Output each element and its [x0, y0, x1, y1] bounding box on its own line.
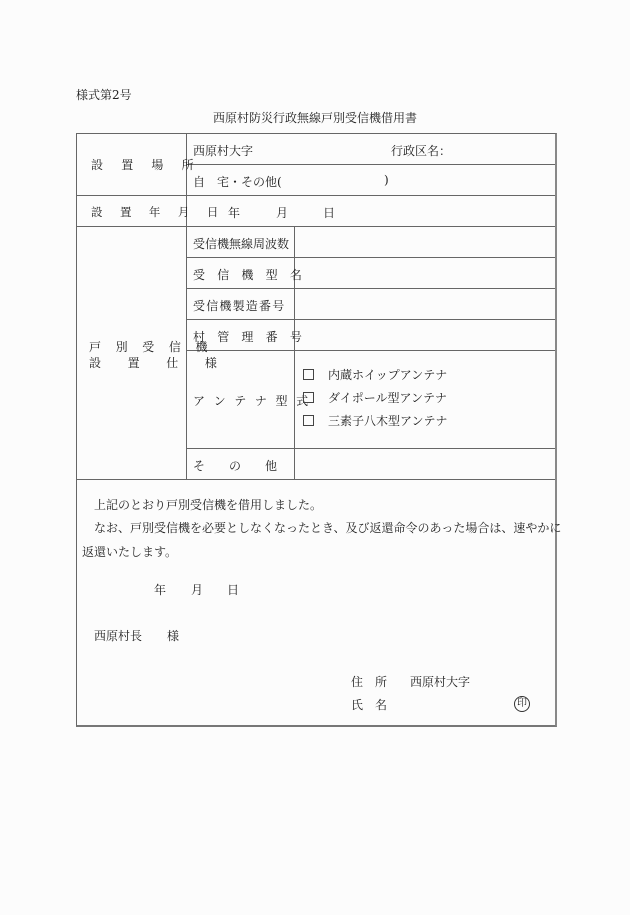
checkbox-icon[interactable] [303, 392, 314, 403]
statement-line3: 返還いたします。 [82, 545, 178, 559]
village-number-label: 村 管 理 番 号 [193, 330, 307, 344]
install-date-year: 年 [228, 206, 241, 220]
install-location-label: 設 置 場 所 [91, 158, 201, 172]
antenna-option-label: ダイポール型アンテナ [328, 391, 448, 405]
statement-line2: なお、戸別受信機を必要としなくなったとき、及び返還命令のあった場合は、速やかに [94, 521, 562, 535]
antenna-label: ア ン テ ナ 型 式 [193, 394, 311, 408]
model-label: 受 信 機 型 名 [193, 268, 307, 282]
checkbox-icon[interactable] [303, 415, 314, 426]
district-label: 行政区名： [391, 144, 452, 158]
address-prefix: 西原村大字 [193, 144, 254, 158]
divider [294, 226, 295, 479]
antenna-option[interactable] [303, 412, 448, 429]
addressee: 西原村長 [94, 629, 143, 643]
divider [187, 288, 555, 289]
divider [77, 195, 555, 196]
divider [186, 134, 187, 479]
antenna-option[interactable] [303, 366, 447, 383]
seal-icon [514, 695, 530, 712]
divider [187, 350, 555, 351]
statement-line1: 上記のとおり戸別受信機を借用しました。 [94, 498, 323, 512]
antenna-option[interactable] [303, 389, 447, 406]
spec-label-line1: 戸 別 受 信 機 [89, 340, 213, 354]
form-number: 様式第2号 [76, 88, 132, 102]
addressee-honorific: 様 [167, 629, 180, 643]
divider [77, 479, 555, 480]
address-value: 西原村大字 [410, 675, 471, 689]
antenna-option-label: 内蔵ホイップアンテナ [328, 368, 448, 382]
divider [187, 448, 555, 449]
divider [187, 164, 555, 165]
seal-mark: 印 [514, 696, 530, 712]
checkbox-icon[interactable] [303, 369, 314, 380]
install-date-day: 日 [323, 206, 336, 220]
install-date-month: 月 [276, 206, 289, 220]
install-date-label: 設 置 年 月 日 [91, 205, 226, 219]
statement-date-year: 年 [154, 583, 167, 597]
antenna-option-label: 三素子八木型アンテナ [328, 414, 448, 428]
divider [187, 319, 555, 320]
divider [187, 257, 555, 258]
statement-date-day: 日 [227, 583, 240, 597]
other-label: そ の 他 [193, 459, 278, 473]
loan-form-table [76, 133, 562, 727]
statement-date-month: 月 [191, 583, 204, 597]
residence-option: 自 宅・その他( [193, 175, 282, 189]
divider [77, 226, 555, 227]
serial-label: 受信機製造番号 [193, 299, 286, 313]
document-title: 西原村防災行政無線戸別受信機借用書 [212, 111, 417, 125]
residence-close: ) [384, 173, 389, 187]
address-label: 住 所 [351, 675, 388, 689]
spec-label-line2: 設 置 仕 様 [89, 356, 229, 370]
name-label: 氏 名 [351, 698, 388, 712]
frequency-label: 受信機無線周波数 [193, 237, 290, 251]
